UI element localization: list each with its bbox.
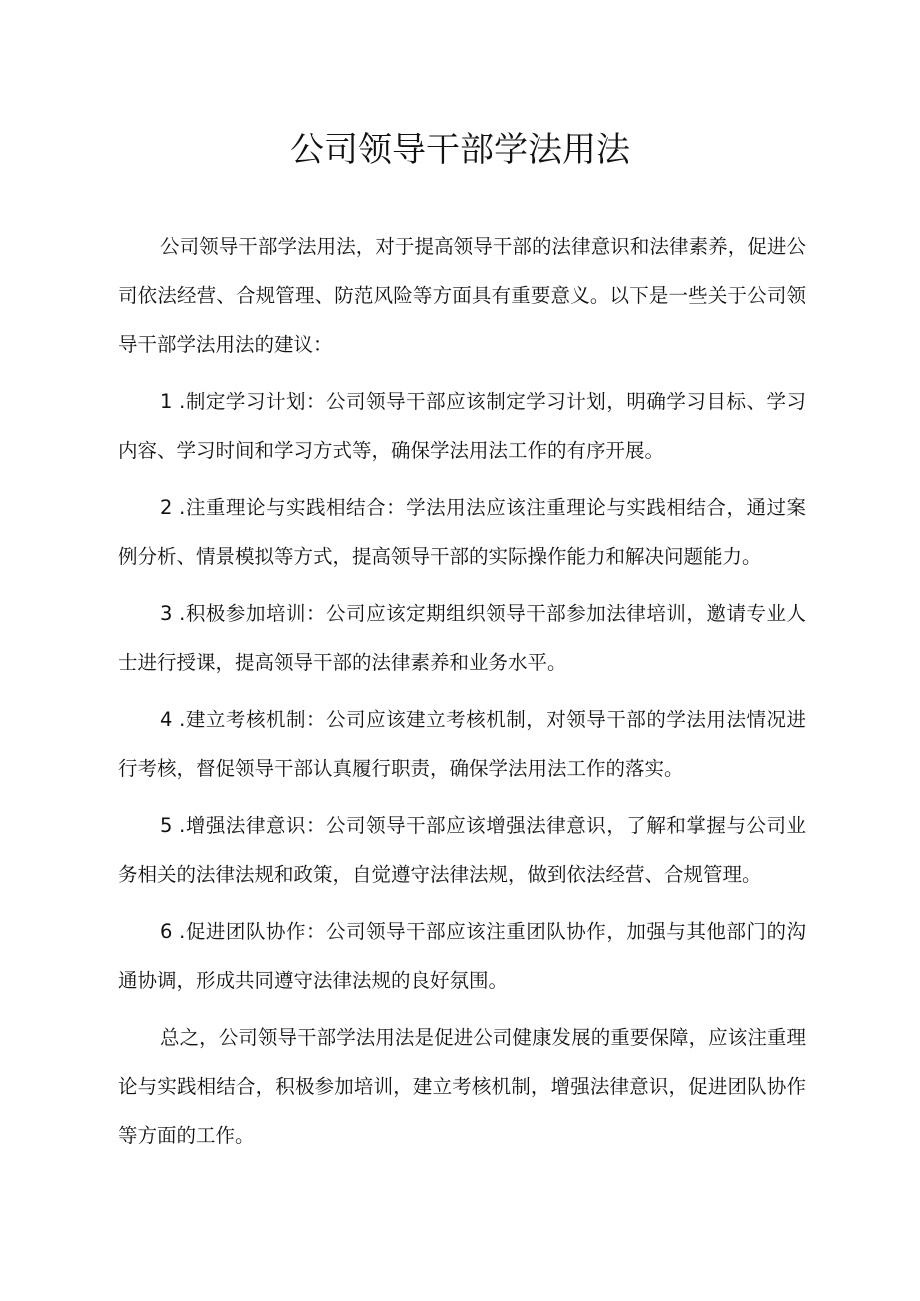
list-item [118,589,806,687]
list-item [118,907,806,1005]
item-text: .促进团队协作：公司领导干部应该注重团队协作，加强与其他部门的沟通协调，形成共同遵守法律法规的良好氛围。 [118,920,807,992]
list-item [118,801,806,899]
item-text: .增强法律意识：公司领导干部应该增强法律意识，了解和掌握与公司业务相关的法律法规和政策，自觉遵守法律法规，做到依法经营、合规管理。 [118,814,807,886]
item-text: .制定学习计划：公司领导干部应该制定学习计划，明确学习目标、学习内容、学习时间和学习方式等，确保学法用法工作的有序开展。 [118,390,807,462]
intro-paragraph: 公司领导干部学法用法，对于提高领导干部的法律意识和法律素养，促进公司依法经营、合规管理、防范风险等方面具有重要意义。以下是一些关于公司领导干部学法用法的建议： [118,235,806,356]
list-item [118,695,806,793]
document-body [118,222,806,1168]
item-number: 6 [160,920,173,943]
list-item [118,483,806,581]
item-text: .积极参加培训：公司应该定期组织领导干部参加法律培训，邀请专业人士进行授课，提高领导干部的法律素养和业务水平。 [118,602,807,674]
item-text: .注重理论与实践相结合：学法用法应该注重理论与实践相结合，通过案例分析、情景模拟等方式，提高领导干部的实际操作能力和解决问题能力。 [118,496,807,568]
item-number: 2 [160,496,173,519]
item-number: 1 [160,390,173,413]
conclusion-paragraph: 总之，公司领导干部学法用法是促进公司健康发展的重要保障，应该注重理论与实践相结合，积极参加培训，建立考核机制，增强法律意识，促进团队协作等方面的工作。 [118,1026,806,1147]
document-title: 公司领导干部学法用法 [290,130,630,170]
list-item [118,377,806,475]
item-text: .建立考核机制：公司应该建立考核机制，对领导干部的学法用法情况进行考核，督促领导干部认真履行职责，确保学法用法工作的落实。 [118,708,807,780]
item-number: 5 [160,814,173,837]
item-number: 3 [160,602,173,625]
item-number: 4 [160,708,173,731]
